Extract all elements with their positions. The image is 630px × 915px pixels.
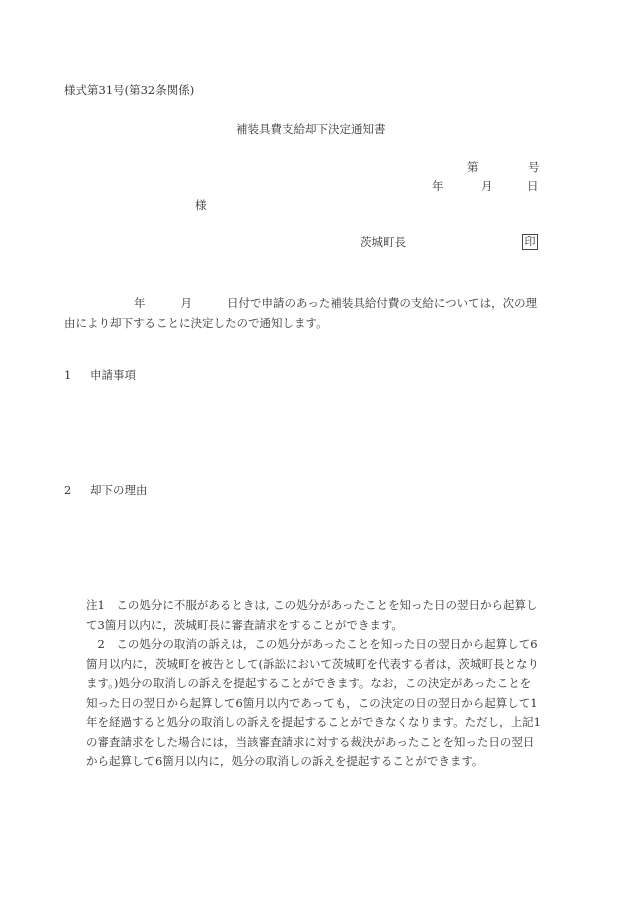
body-line-1 (64, 293, 564, 313)
issuer-name: 茨城町長 (360, 235, 406, 249)
issue-date-year-label: 年 (432, 179, 444, 193)
application-month-label: 月 (180, 296, 192, 310)
seal-icon: 印 (522, 234, 538, 250)
issue-date-month-label: 月 (481, 179, 493, 193)
recipient-honorific: 様 (195, 198, 207, 212)
section-number: 1 (64, 368, 72, 382)
reference-number-suffix: 号 (528, 160, 540, 174)
section-label: 申請事項 (90, 368, 136, 382)
note-line: 2 この処分の取消の訴えは，この処分があったことを知った日の翌日から起算して6 (86, 637, 538, 651)
note-line: 箇月以内に，茨城町を被告として(訴訟において茨城町を代表する者は，茨城町長となり (86, 656, 539, 671)
issue-date-day-label: 日 (527, 179, 539, 193)
section-application-items (64, 370, 136, 382)
application-year-label: 年 (134, 296, 146, 310)
note-line: 年を経過すると処分の取消しの訴えを提起することができなくなります。ただし，上記1 (86, 715, 541, 729)
section-rejection-reason (64, 485, 148, 497)
form-number: 様式第31号(第32条関係) (64, 83, 195, 97)
section-number: 2 (64, 483, 72, 497)
note-line: ます。)処分の取消しの訴えを提起することができます。なお，この決定があったことを (86, 676, 532, 690)
notification-body (64, 293, 564, 333)
note-line: から起算して6箇月以内に，処分の取消しの訴えを提起することができます。 (86, 754, 484, 768)
body-line-1-text: 日付で申請のあった補装具給付費の支給については，次の理 (227, 296, 538, 310)
notes-block (86, 596, 566, 772)
note-line: の審査請求をした場合には，当該審査請求に対する裁決があったことを知った日の翌日 (86, 734, 535, 749)
body-line-2: 由により却下することに決定したので通知します。 (64, 316, 328, 330)
note-line: 注1 この処分に不服があるときは, この処分があったことを知った日の翌日から起算し (86, 598, 538, 612)
document-title: 補装具費支給却下決定通知書 (236, 122, 386, 136)
note-line: て3箇月以内に，茨城町長に審査請求をすることができます。 (86, 617, 403, 632)
section-label: 却下の理由 (90, 483, 148, 497)
note-line: 知った日の翌日から起算して6箇月以内であっても，この決定の日の翌日から起算して1 (86, 695, 538, 710)
reference-number-prefix: 第 (467, 160, 479, 174)
